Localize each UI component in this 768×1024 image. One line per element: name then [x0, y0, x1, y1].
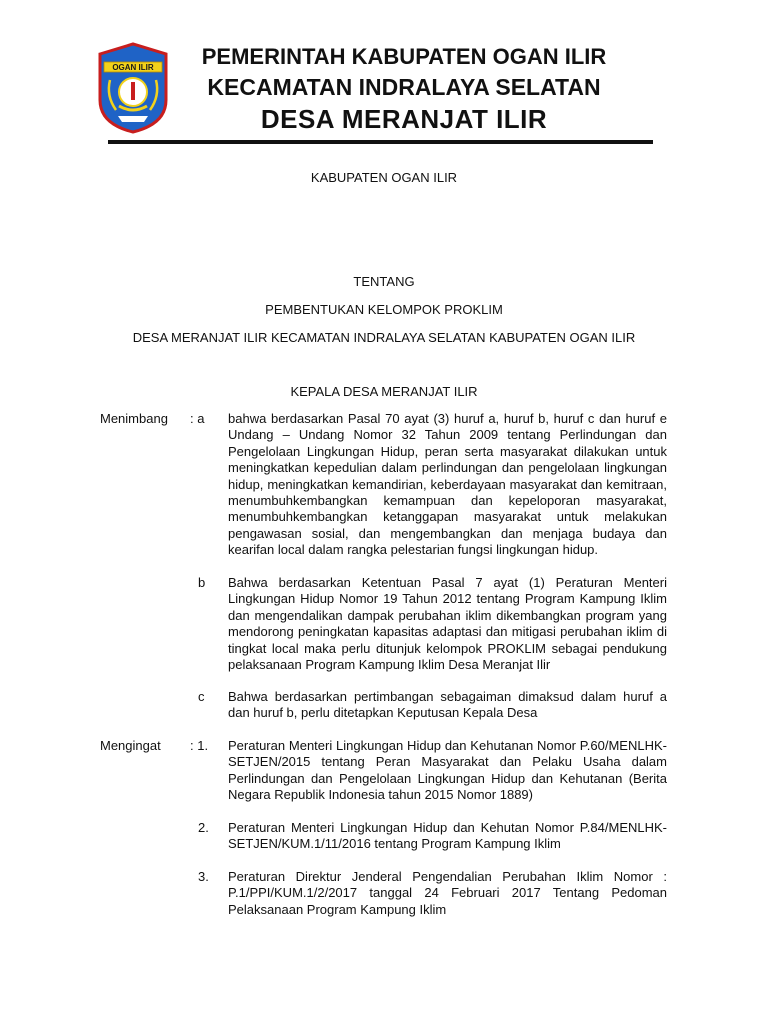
mengingat-marker-2: 2. [198, 820, 209, 835]
menimbang-item-b: Bahwa berdasarkan Ketentuan Pasal 7 ayat (1) Peraturan Menteri Lingkungan Hidup Nomor 19 Tahun 2012 tentang Program Kampung Iklim dan mengendalikan dampak perubahan iklim dikembangkan program yang mendorong peningkatan kapasitas adaptasi dan mitigasi perubahan iklim di tingkat local maka perlu ditunjuk kelompok PROKLIM sebagai pendukung pelaksanaan Program Kampung Iklim Desa Meranjat Ilir [228, 575, 667, 673]
letterhead-line-3: DESA MERANJAT ILIR [260, 104, 548, 134]
mengingat-marker-1: : 1. [190, 738, 209, 753]
letterhead-line-2: KECAMATAN INDRALAYA SELATAN [207, 74, 601, 100]
mengingat-item-2: Peraturan Menteri Lingkungan Hidup dan Kehutan Nomor P.84/MENLHK-SETJEN/KUM.1/11/2016 tentang Program Kampung Iklim [228, 820, 667, 852]
location-heading: DESA MERANJAT ILIR KECAMATAN INDRALAYA SELATAN KABUPATEN OGAN ILIR [132, 330, 636, 345]
menimbang-item-a: bahwa berdasarkan Pasal 70 ayat (3) huruf a, huruf b, huruf c dan huruf e Undang – Undang Nomor 32 Tahun 2009 tentang Perlindungan dan Pengelolaan Lingkungan Hidup, peran serta masyarakat dilakukan untuk meningkatkan kepedulian dalam perlindungan dan pengelolaan lingkungan hidup, meningkatkan kemandirian, keberdayaan masyarakat dan kemitraan, menumbuhkembangkan kemampuan dan kepeloporan masyarakat, menumbuhkembangkan ketanggapan masyarakat untuk melakukan pengawasan sosial, dan mengembangkan dan menjaga budaya dan kearifan local dalam rangka pelestarian fungsi lingkungan hidup. [228, 411, 667, 558]
letterhead-line-1: PEMERINTAH KABUPATEN OGAN ILIR [201, 44, 607, 69]
menimbang-item-c: Bahwa berdasarkan pertimbangan sebagaiman dimaksud dalam huruf a dan huruf b, perlu ditetapkan Keputusan Kepala Desa [228, 689, 667, 721]
mengingat-marker-3: 3. [198, 869, 209, 884]
mengingat-label: Mengingat [100, 738, 161, 753]
menimbang-marker-a: : a [190, 411, 205, 426]
letterhead-rule [108, 140, 653, 144]
subject-heading: PEMBENTUKAN KELOMPOK PROKLIM [265, 302, 503, 317]
official-heading: KEPALA DESA MERANJAT ILIR [290, 384, 478, 399]
svg-text:OGAN ILIR: OGAN ILIR [112, 63, 154, 72]
tentang-heading: TENTANG [353, 274, 415, 289]
regency-heading: KABUPATEN OGAN ILIR [310, 170, 458, 185]
mengingat-item-1: Peraturan Menteri Lingkungan Hidup dan Kehutanan Nomor P.60/MENLHK-SETJEN/2015 tentang Peran Masyarakat dan Pelaku Usaha dalam Perlindungan dan Pengelolaan Lingkungan Hidup dan Kehutanan (Berita Negara Republik Indonesia tahun 2015 Nomor 1889) [228, 738, 667, 803]
mengingat-item-3: Peraturan Direktur Jenderal Pengendalian Perubahan Iklim Nomor : P.1/PPI/KUM.1/2/2017 tanggal 24 Februari 2017 Tentang Pedoman Pelaksanaan Program Kampung Iklim [228, 869, 667, 917]
menimbang-marker-b: b [198, 575, 206, 590]
menimbang-marker-c: c [198, 689, 205, 704]
menimbang-label: Menimbang [100, 411, 168, 426]
